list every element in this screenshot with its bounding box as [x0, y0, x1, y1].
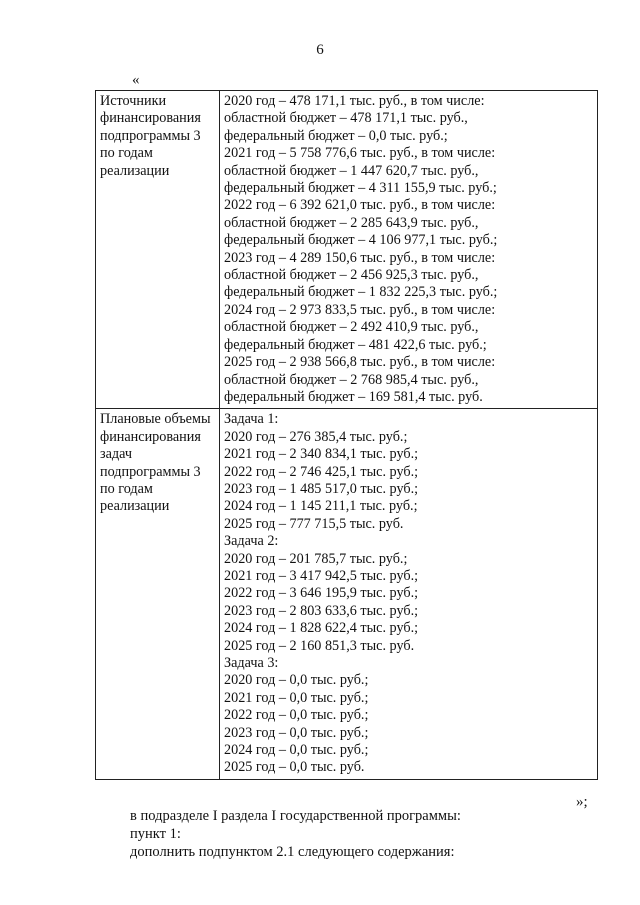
content-line: федеральный бюджет – 481 422,6 тыс. руб.; [224, 336, 487, 353]
table-row [96, 409, 598, 780]
content-line: областной бюджет – 1 447 620,7 тыс. руб., [224, 162, 479, 179]
content-line: 2022 год – 6 392 621,0 тыс. руб., в том числе: [224, 197, 496, 214]
content-line: 2023 год – 0,0 тыс. руб.; [224, 724, 369, 741]
content-line: областной бюджет – 2 456 925,3 тыс. руб., [224, 267, 479, 284]
content-line: 2021 год – 2 340 834,1 тыс. руб.; [224, 446, 419, 463]
closing-quote: »; [576, 794, 588, 810]
content-line: федеральный бюджет – 169 581,4 тыс. руб. [224, 388, 483, 405]
content-line: 2025 год – 0,0 тыс. руб. [224, 759, 365, 776]
content-line: 2021 год – 5 758 776,6 тыс. руб., в том числе: [224, 145, 496, 162]
opening-quote: « [132, 72, 140, 88]
label-line: по годам [100, 145, 153, 162]
label-line: финансирования [100, 428, 201, 445]
content-line: 2025 год – 2 938 566,8 тыс. руб., в том числе: [224, 354, 496, 371]
row-label-cell [96, 91, 220, 409]
label-line: подпрограммы 3 [100, 463, 201, 480]
row-content-cell [220, 409, 598, 780]
content-line: 2024 год – 1 145 211,1 тыс. руб.; [224, 498, 418, 515]
table-row [96, 91, 598, 409]
content-line: 2022 год – 2 746 425,1 тыс. руб.; [224, 463, 419, 480]
content-line: Задача 3: [224, 655, 279, 671]
row-label-cell [96, 409, 220, 780]
content-line: 2020 год – 0,0 тыс. руб.; [224, 672, 369, 689]
funding-table [95, 90, 598, 780]
content-line: 2021 год – 0,0 тыс. руб.; [224, 689, 369, 706]
content-line: Задача 2: [224, 533, 279, 550]
content-line: 2025 год – 777 715,5 тыс. руб. [224, 515, 404, 532]
content-line: Задача 1: [224, 411, 279, 428]
content-line: федеральный бюджет – 4 311 155,9 тыс. руб.; [224, 180, 497, 197]
content-line: 2020 год – 276 385,4 тыс. руб.; [224, 428, 408, 445]
content-line: 2022 год – 0,0 тыс. руб.; [224, 707, 369, 724]
content-line: 2020 год – 201 785,7 тыс. руб.; [224, 550, 408, 567]
content-line: областной бюджет – 2 285 643,9 тыс. руб., [224, 214, 479, 231]
label-line: финансирования [100, 110, 201, 127]
label-line: Плановые объемы [100, 411, 211, 428]
content-line: 2021 год – 3 417 942,5 тыс. руб.; [224, 567, 419, 584]
content-line: 2023 год – 4 289 150,6 тыс. руб., в том числе: [224, 249, 496, 266]
content-line: федеральный бюджет – 1 832 225,3 тыс. руб.; [224, 284, 498, 301]
content-line: 2020 год – 478 171,1 тыс. руб., в том числе: [224, 93, 485, 109]
content-line: областной бюджет – 2 768 985,4 тыс. руб., [224, 371, 479, 388]
paragraph-line: дополнить подпунктом 2.1 следующего содержания: [130, 844, 455, 860]
label-line: Источники [100, 93, 167, 109]
content-line: федеральный бюджет – 4 106 977,1 тыс. руб.; [224, 232, 498, 249]
content-line: 2023 год – 2 803 633,6 тыс. руб.; [224, 602, 419, 619]
label-line: реализации [100, 162, 170, 179]
row-content-cell [220, 91, 598, 409]
content-line: областной бюджет – 478 171,1 тыс. руб., [224, 110, 468, 127]
label-line: подпрограммы 3 [100, 127, 201, 144]
content-line: 2024 год – 0,0 тыс. руб.; [224, 742, 369, 759]
label-line: по годам [100, 480, 153, 497]
label-line: реализации [100, 498, 170, 515]
content-line: областной бюджет – 2 492 410,9 тыс. руб., [224, 319, 479, 336]
content-line: 2024 год – 1 828 622,4 тыс. руб.; [224, 620, 419, 637]
content-line: 2022 год – 3 646 195,9 тыс. руб.; [224, 585, 419, 602]
paragraph-line: в подразделе I раздела I государственной программы: [130, 808, 461, 824]
page-number: 6 [316, 42, 324, 58]
paragraph-line: пункт 1: [130, 826, 181, 842]
content-line: 2025 год – 2 160 851,3 тыс. руб. [224, 637, 415, 654]
label-line: задач [100, 446, 132, 463]
content-line: федеральный бюджет – 0,0 тыс. руб.; [224, 127, 448, 144]
content-line: 2024 год – 2 973 833,5 тыс. руб., в том числе: [224, 301, 496, 318]
content-line: 2023 год – 1 485 517,0 тыс. руб.; [224, 480, 419, 497]
